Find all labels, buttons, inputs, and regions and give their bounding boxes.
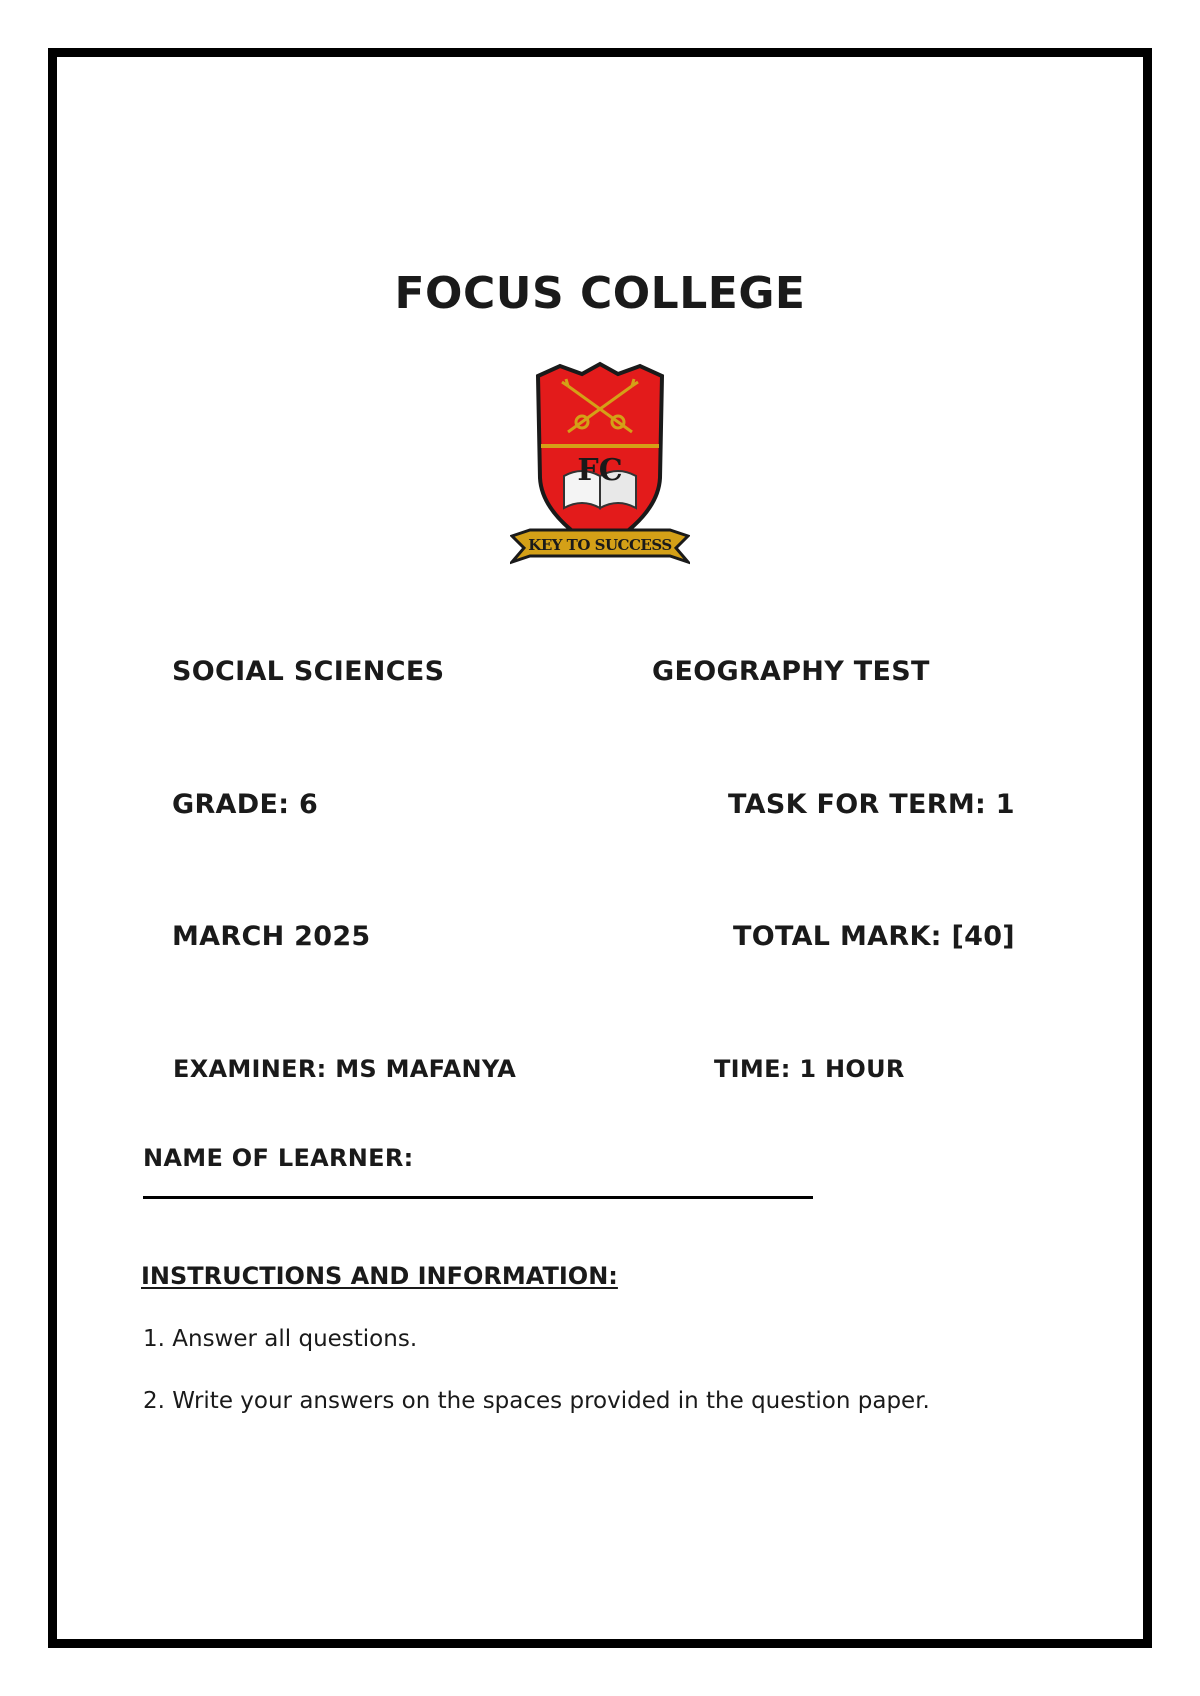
time-label: TIME: 1 HOUR (714, 1055, 905, 1083)
instruction-item: 2. Write your answers on the spaces provided in the question paper. (143, 1388, 930, 1414)
instruction-item: 1. Answer all questions. (143, 1326, 418, 1352)
school-crest-logo (510, 358, 690, 573)
crest-motto: KEY TO SUCCESS (528, 536, 672, 554)
subject-label: SOCIAL SCIENCES (172, 656, 445, 687)
total-mark-label: TOTAL MARK: [40] (733, 921, 1015, 952)
task-term-label: TASK FOR TERM: 1 (728, 789, 1015, 820)
test-name-label: GEOGRAPHY TEST (652, 656, 930, 687)
grade-label: GRADE: 6 (172, 789, 319, 820)
learner-name-label: NAME OF LEARNER: (143, 1144, 414, 1172)
examiner-label: EXAMINER: MS MAFANYA (173, 1055, 517, 1083)
school-name: FOCUS COLLEGE (394, 268, 806, 319)
date-label: MARCH 2025 (172, 921, 371, 952)
crest-initials: FC (577, 453, 623, 488)
instructions-heading: INSTRUCTIONS AND INFORMATION: (141, 1262, 618, 1290)
learner-name-field[interactable] (143, 1196, 813, 1199)
